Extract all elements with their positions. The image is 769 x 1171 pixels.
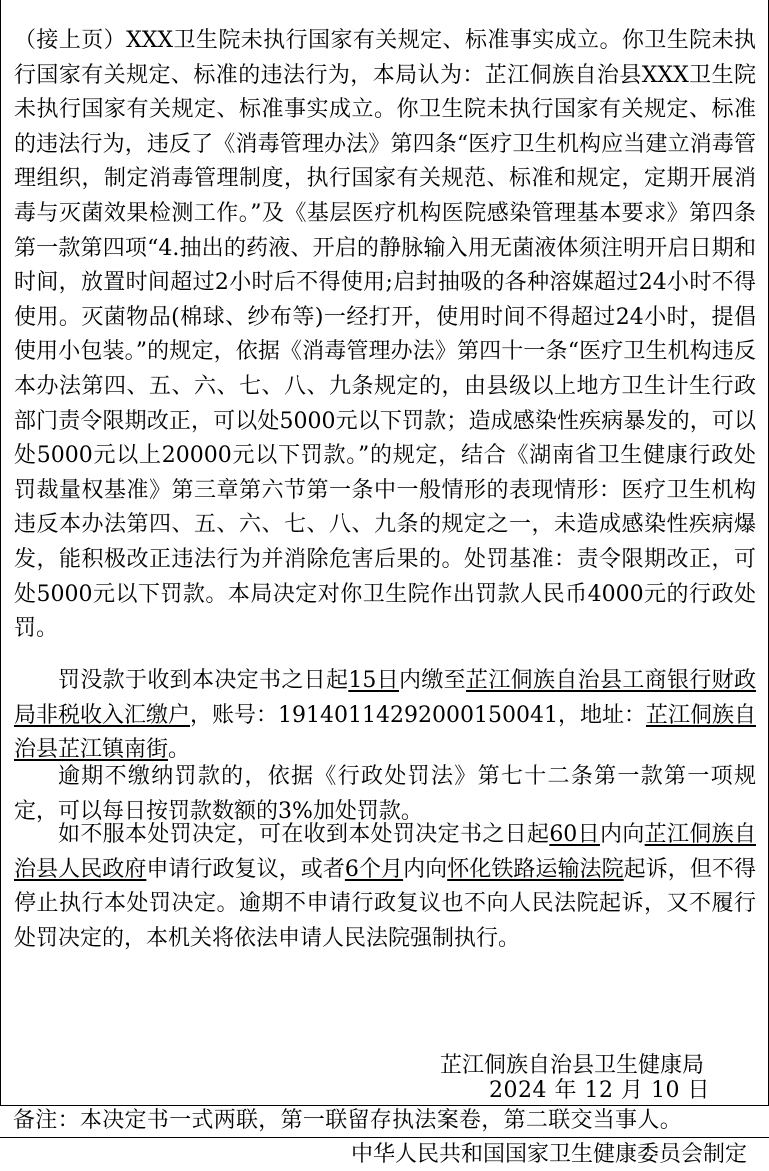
appeal-suit-months: 6个月 — [344, 856, 404, 882]
signature-organization: 芷江侗族自治县卫生健康局 — [439, 1053, 704, 1078]
payment-text-2: 内缴至 — [399, 668, 466, 693]
body-paragraph-payment — [14, 664, 756, 768]
appeal-review-days: 60日 — [549, 822, 600, 847]
appeal-text-2: 内向 — [599, 822, 645, 847]
appeal-text-1: 如不服本处罚决定，可在收到本处罚决定书之日起 — [58, 822, 550, 847]
appeal-review-body: 芷江侗族自治县人民政府 — [14, 822, 756, 882]
appeal-text-3: 申请行政复议，或者 — [146, 856, 345, 882]
body-paragraph-findings: （接上页）XXX卫生院未执行国家有关规定、标准事实成立。你卫生院未执行国家有关规定、标准的违法行为，本局认为：芷江侗族自治县XXX卫生院未执行国家有关规定、标准事实成立。你卫生院未执行国家有关规定、标准的违法行为，违反了《消毒管理办法》第四条“医疗卫生机构应当建立消毒管理组织，制定消毒管理制度，执行国家有关规范、标准和规定，定期开展消毒与灭菌效果检测工作。”及《基层医疗机构医院感染管理基本要求》第四条第一款第四项“4.抽出的药液、开启的静脉输入用无菌液体须注明开启日期和时间，放置时间超过2小时后不得使用;启封抽吸的各种溶媒超过24小时不得使用。灭菌物品(棉球、纱布等)一经打开，使用时间不得超过24小时，提倡使用小包装。”的规定，依据《消毒管理办法》第四十一条“医疗卫生机构违反本办法第四、五、六、七、八、九条规定的，由县级以上地方卫生计生行政部门责令限期改正，可以处5000元以下罚款；造成感染性疾病暴发的，可以处5000元以上20000元以下罚款。”的规定，结合《湖南省卫生健康行政处罚裁量权基准》第三章第六节第一条中一般情形的表现情形：医疗卫生机构违反本办法第四、五、六、七、八、九条的规定之一，未造成感染性疾病爆发，能积极改正违法行为并消除危害后果的。处罚基准：责令限期改正，可处5000元以下罚款。本局决定对你卫生院作出罚款人民币4000元的行政处罚。 — [14, 28, 756, 642]
payment-address: 芷江侗族自治县芷江镇南街 — [14, 702, 757, 763]
payment-deadline: 15日 — [348, 668, 399, 693]
appeal-court: 怀化铁路运输法院 — [447, 856, 624, 882]
remark-bottom-divider — [0, 1137, 769, 1138]
payment-account: 19140114292000150041 — [278, 702, 558, 728]
body-paragraph-appeal — [14, 818, 756, 956]
signature-date: 2024 年 12 月 10 日 — [489, 1078, 710, 1103]
issuer-footer: 中华人民共和国国家卫生健康委员会制定 — [350, 1142, 747, 1167]
payment-text-4: ，地址： — [557, 702, 646, 728]
appeal-text-5: 起诉，但不得停止执行本处罚决定。逾期不申请行政复议也不向人民法院起诉，又不履行处罚决定的，本机关将依法申请人民法院强制执行。 — [14, 856, 756, 951]
payment-bank: 芷江侗族自治县工商银行财政局非税收入汇缴户 — [14, 668, 756, 728]
payment-text-5: 。 — [168, 737, 191, 763]
body-paragraph-late-fee: 逾期不缴纳罚款的，依据《行政处罚法》第七十二条第一款第一项规定，可以每日按罚款数额的3%加处罚款。 — [14, 764, 756, 824]
remark-note: 备注：本决定书一式两联，第一联留存执法案卷，第二联交当事人。 — [13, 1108, 683, 1133]
payment-text-3: ，账号： — [190, 702, 279, 728]
appeal-text-4: 内向 — [403, 856, 448, 882]
payment-text-1: 罚没款于收到本决定书之日起 — [58, 668, 349, 693]
